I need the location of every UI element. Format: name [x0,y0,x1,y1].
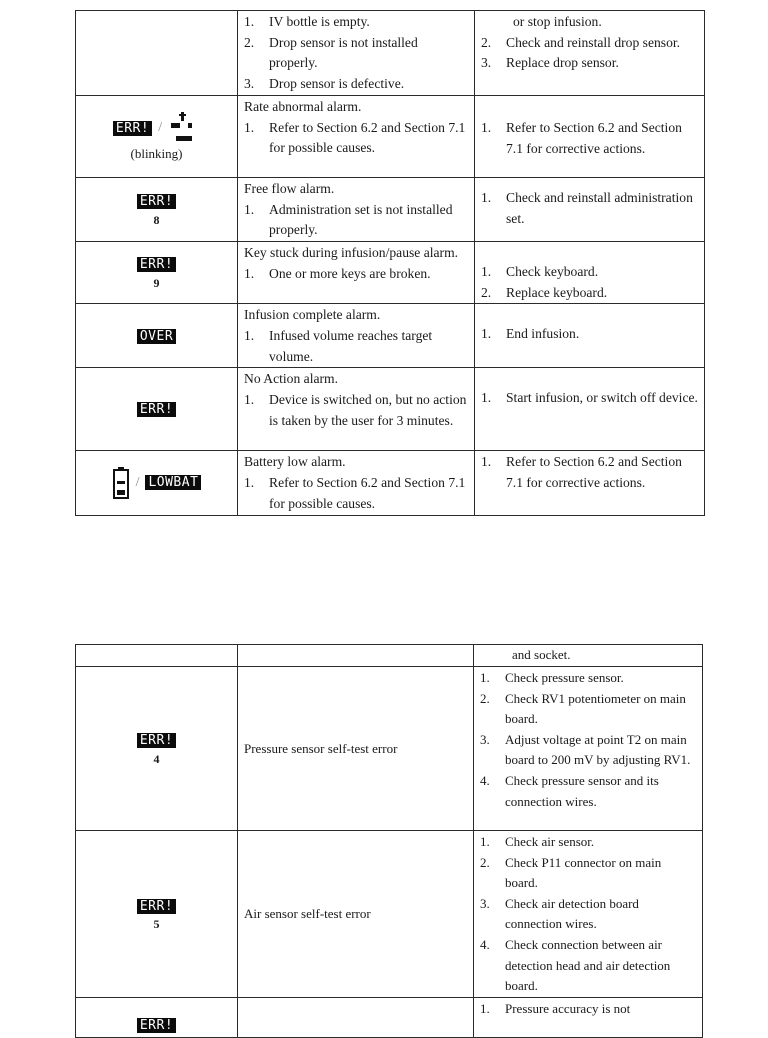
desc-cell [238,645,474,667]
alarm-description: Infusion complete alarm. [244,307,381,323]
lowbat-display: LOWBAT [145,475,201,490]
solution-cell [474,831,703,998]
over-display: OVER [137,329,176,344]
cause-cell [238,368,475,451]
drop-sensor-icon [168,111,200,145]
error-code: 8 [153,212,160,227]
display-cell [76,177,238,241]
solution-cell [475,95,705,177]
solution-cell [475,368,705,451]
table-row [76,997,703,1037]
cause-list [244,264,468,285]
cause-list [244,326,468,367]
error-code: 9 [153,275,160,290]
alarm-description: No Action alarm. [244,371,339,387]
solution-list [481,452,698,493]
display-cell [76,304,238,368]
list-item: 4. Check connection between air detection head and air detection board. [480,936,671,994]
solution-cell [475,241,705,303]
table-row [76,368,705,451]
display-cell: ERR! / (blinking) [76,95,238,177]
list-item: 3. Replace drop sensor. [481,55,619,71]
display-cell [76,368,238,451]
cause-cell [238,304,475,368]
cause-cell [238,11,475,96]
solution-cell [475,451,705,515]
display-cell: / LOWBAT [76,451,238,515]
solution-list [481,388,698,409]
cause-list [244,473,468,514]
self-test-error-table [75,644,703,1038]
alarm-description: Key stuck during infusion/pause alarm. [244,244,459,260]
solution-cell [475,11,705,96]
err-display: ERR! [137,402,176,417]
error-description: Air sensor self-test error [238,831,474,998]
cause-list [244,118,468,159]
solution-continued-text: or stop infusion. [513,14,602,29]
table-row [76,241,705,303]
table-row [76,95,705,177]
err-display: ERR! [137,899,176,914]
list-item: 1. IV bottle is empty. [244,14,370,29]
alarm-description: Free flow alarm. [244,180,335,196]
list-item: 4. Check pressure sensor and its connection wires. [480,772,659,809]
list-item: 1. Check air sensor. [480,834,595,849]
error-description: Pressure sensor self-test error [238,667,474,831]
solution-list [481,262,698,303]
list-item: 2. Drop sensor is not installed properly. [244,34,418,71]
solution-list [481,188,698,229]
list-item: 1. Pressure accuracy is not [480,1000,631,1016]
list-item: 1. One or more keys are broken. [244,265,431,281]
solution-cell [474,667,703,831]
solution-cell [475,177,705,241]
solution-list [480,999,696,1020]
solution-cell [475,304,705,368]
list-item: 3. Adjust voltage at point T2 on main board to 200 mV by adjusting RV1. [480,731,691,768]
cause-cell [238,241,475,303]
list-item: 3. Drop sensor is defective. [244,76,405,92]
err-display: ERR! [113,121,152,136]
list-item: 2. Replace keyboard. [481,284,608,300]
alarm-description: Battery low alarm. [244,454,346,470]
display-cell [76,831,238,998]
err-display: ERR! [137,1018,176,1033]
list-item: 2. Check P11 connector on main board. [480,854,662,891]
display-cell [76,645,238,667]
err-display: ERR! [137,733,176,748]
err-display: ERR! [137,194,176,209]
display-cell [76,241,238,303]
cause-list [244,200,468,241]
table-row [76,667,703,831]
table-row [76,304,705,368]
list-item: 1. Infused volume reaches target volume. [244,328,433,364]
error-code: 5 [153,917,160,932]
cause-list [244,390,468,431]
list-item: 1. Start infusion, or switch off device. [481,390,698,406]
solution-list [481,33,698,74]
solution-list [481,324,698,345]
cause-list [244,12,468,95]
display-cell [76,667,238,831]
list-item: 1. Refer to Section 6.2 and Section 7.1 for possible causes. [244,475,466,511]
alarm-description: Rate abnormal alarm. [244,98,362,114]
solution-list [480,668,696,812]
table-row [76,451,705,515]
error-description [238,997,474,1037]
solution-cell [474,645,703,667]
solution-list [480,832,696,997]
solution-list [481,118,698,159]
list-item: 3. Check air detection board connection wires. [480,895,639,932]
list-item: 1. Refer to Section 6.2 and Section 7.1 for possible causes. [244,119,466,156]
list-item: 1. Check pressure sensor. [480,670,624,685]
list-item: 1. Refer to Section 6.2 and Section 7.1 for corrective actions. [481,119,682,156]
list-item: 1. Check and reinstall administration set. [481,189,693,226]
cause-cell [238,95,475,177]
list-item: 1. Check keyboard. [481,263,599,279]
list-item: 1. Administration set is not installed properly. [244,201,453,238]
cause-cell [238,451,475,515]
err-display: ERR! [137,257,176,272]
blinking-caption: (blinking) [130,146,183,162]
table-row [76,177,705,241]
battery-icon [112,466,130,500]
solution-cell [474,997,703,1037]
list-item: 1. Refer to Section 6.2 and Section 7.1 for corrective actions. [481,454,682,491]
error-code: 4 [153,751,160,766]
list-item: 1. Device is switched on, but no action is taken by the user for 3 minutes. [244,392,467,428]
table-row [76,831,703,998]
list-item: 2. Check and reinstall drop sensor. [481,34,681,50]
alarm-table [75,10,705,516]
display-cell [76,997,238,1037]
solution-continued-text: and socket. [512,647,571,662]
list-item: 1. End infusion. [481,326,580,342]
list-item: 2. Check RV1 potentiometer on main board. [480,690,686,727]
display-cell [76,11,238,96]
table-row [76,11,705,96]
table-row [76,645,703,667]
cause-cell [238,177,475,241]
